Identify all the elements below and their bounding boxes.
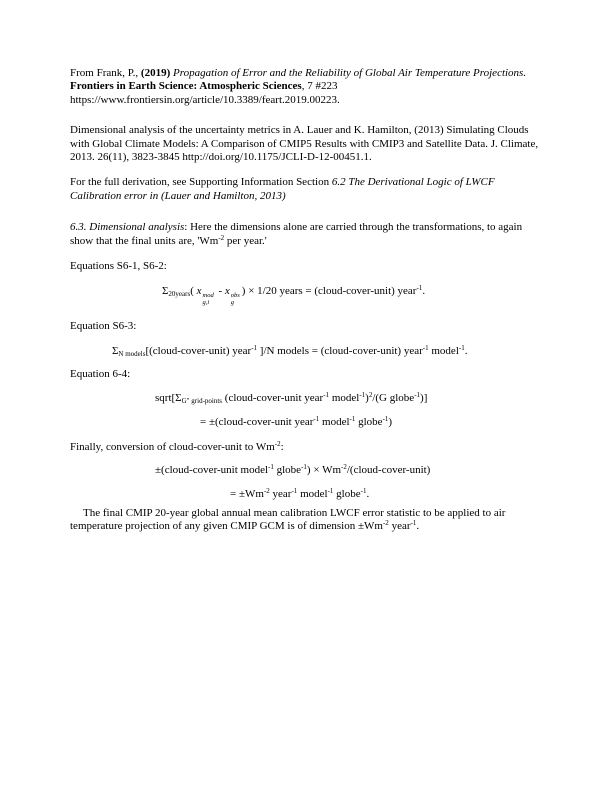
text-run: Σ [112, 344, 119, 357]
text-run: -1 [327, 487, 334, 496]
text-run: globe [333, 488, 361, 501]
text-run: ) × Wm [306, 463, 342, 476]
text-run: Dimensional analysis of the uncertainty metrics in A. Lauer and K. Hamilton, (2013) Simulating Clouds with Global Climate Models: A Comparison of CMIP5 Results with CMIP3 and Satellite Data. J. Climate, 2013. 26(11), 3823-3845 http://doi.org/10.1175/JCLI-D-12-00451.1. [70, 124, 539, 164]
text-run: -1 [251, 343, 258, 352]
text-run: -1 [410, 519, 417, 528]
text-run: [(cloud-cover-unit) year [145, 344, 252, 357]
text-run: -1 [313, 415, 320, 424]
text-run: G″ grid-points [181, 396, 223, 405]
text-run: model [428, 344, 459, 357]
text-run: -2 [341, 462, 347, 471]
text-run: ) × 1/20 years = (cloud-cover-unit) year [241, 285, 417, 298]
text-run: . [464, 344, 468, 357]
text-run: ) [365, 391, 369, 404]
text-run: -2 [263, 487, 270, 496]
text-run: ) [388, 416, 393, 429]
text-run: Equation 6-4: [70, 368, 131, 381]
text-run: Frontiers in Earth Science: Atmospheric Sciences [70, 80, 302, 93]
citation-block [70, 67, 548, 107]
text-run: year [269, 488, 292, 501]
equation-6-4-label [70, 368, 548, 381]
conversion-line-2 [230, 488, 548, 502]
equation-s6-3 [112, 345, 548, 359]
text-run: -2 [218, 233, 225, 242]
text-run: . [366, 488, 370, 501]
text-run: -2 [274, 439, 281, 448]
text-run: model [319, 416, 350, 429]
text-run: /(G globe [372, 391, 415, 404]
text-run: -1 [349, 415, 356, 424]
stacked-script: obs g [230, 292, 240, 306]
text-run: For the full derivation, see Supporting Information Section [70, 176, 332, 189]
text-run: x [196, 285, 202, 298]
citation-line-1 [70, 67, 548, 80]
text-run: )] [420, 391, 428, 404]
conversion-intro-paragraph [70, 441, 548, 455]
text-run: . [422, 285, 426, 298]
text-run: -1 [301, 462, 307, 471]
text-run: -1 [422, 343, 429, 352]
text-run: 6.3. Dimensional analysis [70, 221, 185, 234]
text-run: From Frank, P., [70, 67, 141, 79]
text-run: : [280, 440, 284, 453]
text-run: globe [355, 416, 383, 429]
text-run: https://www.frontiersin.org/article/10.3389/feart.2019.00223. [70, 93, 340, 106]
text-run: -1 [382, 415, 389, 424]
text-run: 20years [168, 290, 191, 299]
text-run: Equations S6-1, S6-2: [70, 260, 167, 273]
text-run: : Here the dimensions alone are carried through the transformations, to again show that the final units are, 'Wm [70, 221, 523, 247]
text-run: /(cloud-cover-unit) [346, 463, 431, 476]
text-run: -1 [416, 284, 423, 293]
text-run: -1 [360, 487, 367, 496]
text-run: 2 [368, 390, 373, 399]
text-run: N models [118, 349, 146, 358]
text-run: -1 [291, 487, 298, 496]
text-run: year [388, 520, 411, 533]
text-run: sqrt[Σ [155, 391, 182, 404]
equation-s6-1-s6-2 [162, 285, 548, 306]
section-6-3-paragraph [70, 221, 548, 249]
text-run: globe [273, 463, 302, 476]
conversion-line-1 [155, 464, 548, 478]
citation-url [70, 94, 548, 107]
equations-s6-1-s6-2-label [70, 260, 548, 273]
derivation-note-paragraph [70, 176, 548, 203]
text-run: Equation S6-3: [70, 320, 137, 333]
text-run: x [224, 285, 230, 298]
citation-line-2 [70, 80, 548, 93]
text-run: model [297, 488, 328, 501]
text-run: The final CMIP 20-year global annual mean calibration LWCF error statistic to be applied to air temperature projection of any given CMIP GCM is of dimension ±Wm [70, 506, 506, 533]
text-run: -2 [382, 519, 389, 528]
text-run: = ±Wm [230, 488, 264, 501]
text-run: -1 [268, 462, 274, 471]
text-run: Propagation of Error and the Reliability of Global Air Temperature Projections. [172, 67, 527, 79]
stacked-script: mod g,i [202, 292, 214, 306]
equation-6-4-line-1 [155, 392, 548, 406]
equation-s6-3-label [70, 320, 548, 333]
text-run: Finally, conversion of cloud-cover-unit to Wm [70, 440, 275, 453]
text-run: -1 [458, 343, 465, 352]
reference-paragraph [70, 124, 548, 164]
text-run: -1 [323, 390, 330, 399]
text-run: ±(cloud-cover-unit model [155, 463, 269, 476]
text-run: = ±(cloud-cover-unit year [200, 416, 314, 429]
text-run: (cloud-cover-unit year [222, 391, 324, 404]
equation-6-4-line-2 [200, 416, 548, 430]
text-run: . [416, 520, 420, 533]
text-run: , 7 #223 [301, 80, 338, 93]
text-run: -1 [359, 390, 366, 399]
text-run: per year.' [224, 234, 267, 247]
text-run: ( [190, 285, 197, 298]
text-run: ]/N models = (cloud-cover-unit) year [257, 344, 423, 357]
text-run: model [329, 391, 360, 404]
text-run: (2019) [140, 67, 171, 79]
text-run: -1 [414, 390, 421, 399]
text-run: Σ [162, 285, 169, 298]
closing-paragraph [70, 507, 548, 535]
text-run: - [215, 285, 225, 298]
text-run: 6.2 The Derivational Logic of LWCF Calibration error in (Lauer and Hamilton, 2013) [70, 176, 495, 202]
